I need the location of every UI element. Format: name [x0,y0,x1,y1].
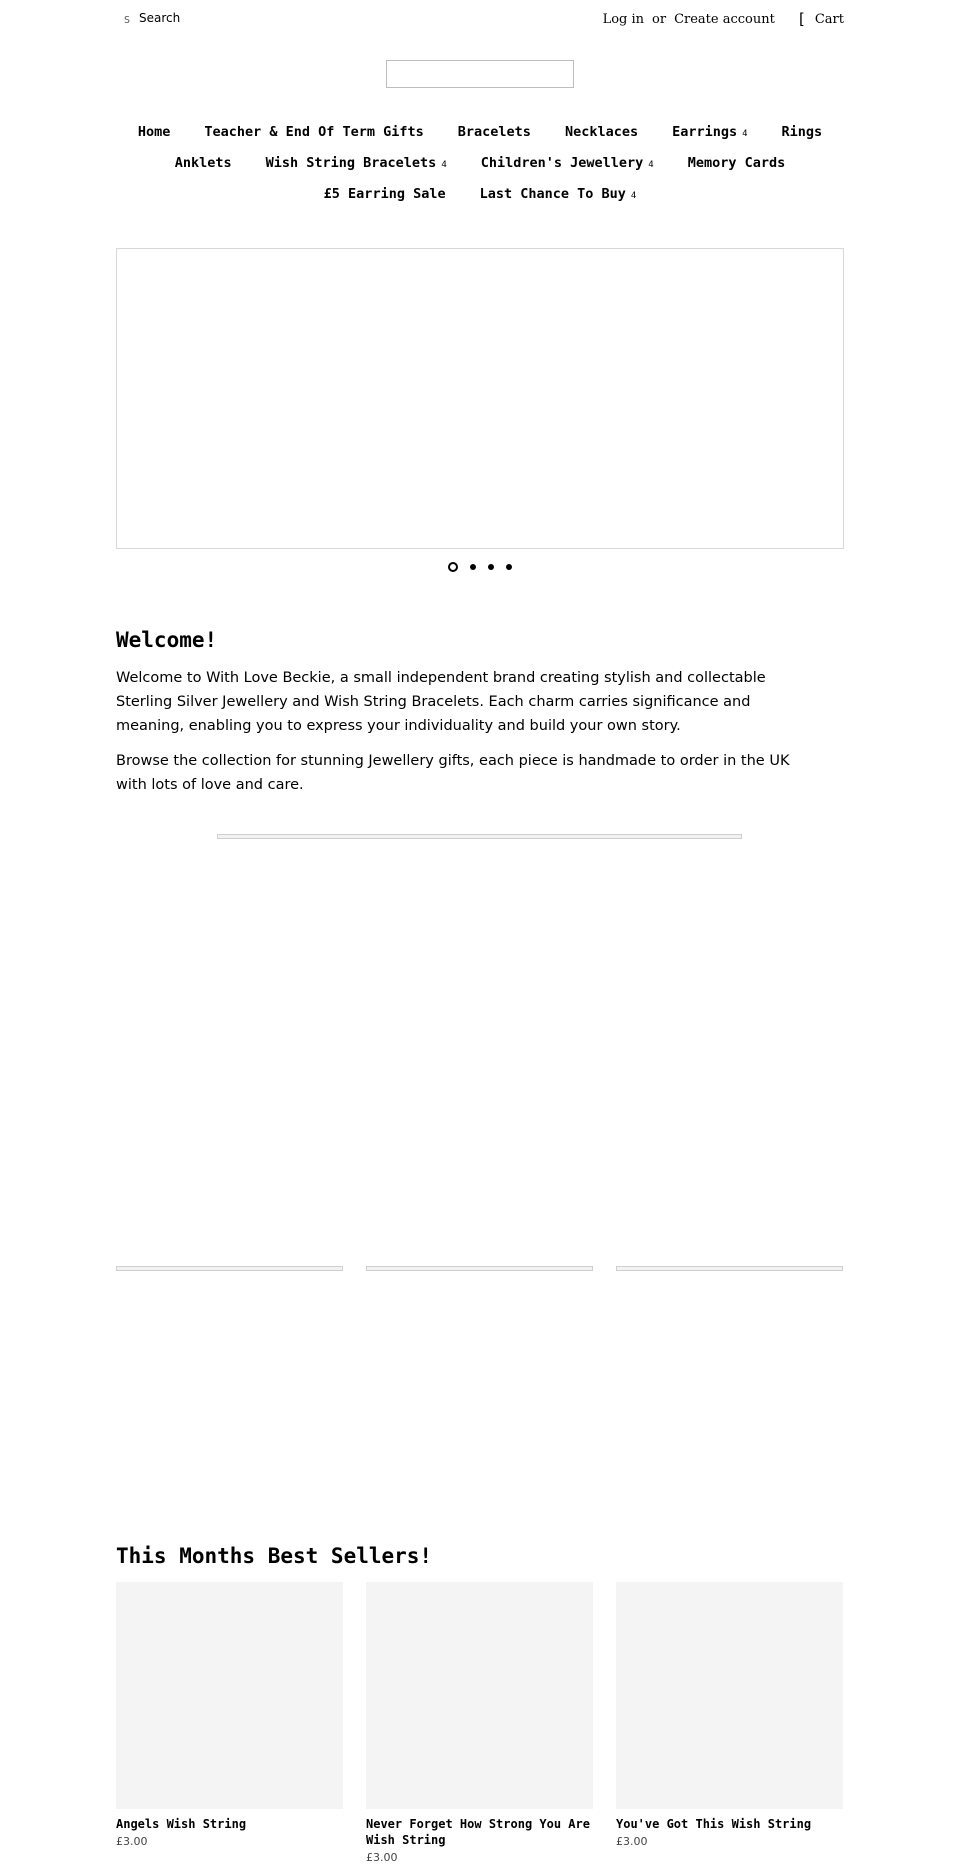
nav-item-label: Children's Jewellery [480,154,644,171]
product-card[interactable] [116,1582,343,1848]
nav-item-label: Bracelets [457,123,531,140]
nav-item-label: Earrings [672,123,738,140]
search-form [124,10,259,26]
nav-row [116,116,844,147]
nav-item-label: Anklets [174,154,232,171]
nav-item-wish-string-bracelets[interactable] [266,155,447,171]
product-price: £3.00 [366,1851,398,1864]
nav-item-label: Teacher & End Of Term Gifts [204,123,424,140]
product-card[interactable] [616,1582,843,1848]
nav-item-label: Home [137,123,171,140]
nav-row [116,147,844,178]
welcome-paragraph: Browse the collection for stunning Jewellery gifts, each piece is handmade to order in the UK with lots of love and care. [116,753,790,793]
or-separator: or [652,11,667,27]
product-name[interactable]: Angels Wish String [116,1817,247,1831]
nav-item-necklaces[interactable] [565,124,638,140]
product-price: £3.00 [616,1835,648,1848]
nav-item-home[interactable] [138,124,171,140]
featured-image[interactable] [217,834,742,839]
welcome-heading: Welcome! [116,628,218,652]
product-image[interactable] [116,1582,343,1809]
product-card[interactable] [366,1582,593,1864]
nav-item-5-earring-sale[interactable] [324,186,446,202]
nav-item-label: Wish String Bracelets [265,154,437,171]
nav-item-memory-cards[interactable] [688,155,786,171]
nav-item-label: Last Chance To Buy [479,185,626,202]
nav-item-label: Rings [781,123,823,140]
nav-item-label: Memory Cards [687,154,786,171]
main-navigation [116,116,844,209]
nav-item-teacher-end-of-term-gifts[interactable] [204,124,423,140]
nav-item-rings[interactable] [782,124,823,140]
slideshow-pagination [0,562,960,572]
slide-dot[interactable] [506,564,512,570]
product-price: £3.00 [116,1835,148,1848]
nav-item-earrings[interactable] [672,124,747,140]
nav-item-label: £5 Earring Sale [323,185,446,202]
nav-item-bracelets[interactable] [458,124,531,140]
login-link[interactable]: Log in [602,11,645,27]
promo-tile-2[interactable] [366,1266,593,1271]
cart-link[interactable]: Cart [814,11,844,27]
nav-row [116,178,844,209]
nav-item-anklets[interactable] [175,155,232,171]
product-name[interactable]: You've Got This Wish String [616,1817,812,1831]
nav-item-last-chance-to-buy[interactable] [480,186,637,202]
promo-tile-1[interactable] [116,1266,343,1271]
account-links [603,10,844,28]
nav-item-label: Necklaces [564,123,639,140]
chevron-down-icon: 4 [441,159,447,170]
search-icon[interactable]: S [124,15,131,26]
best-sellers-heading: This Months Best Sellers! [116,1544,433,1568]
product-image[interactable] [616,1582,843,1809]
top-bar [116,0,844,36]
create-account-link[interactable]: Create account [674,11,775,27]
site-logo[interactable] [386,60,574,88]
welcome-text [116,666,806,808]
hero-slideshow[interactable] [116,248,844,549]
promo-tile-3[interactable] [616,1266,843,1271]
nav-item-children-s-jewellery[interactable] [481,155,654,171]
search-input[interactable] [139,11,259,25]
chevron-down-icon: 4 [630,190,637,201]
product-image[interactable] [366,1582,593,1809]
welcome-paragraph: Welcome to With Love Beckie, a small independent brand creating stylish and collectable Sterling Silver Jewellery and Wish String Bracelets. Each charm carries significance and meaning, enabling you to express your individuality and build your own story. [116,670,766,734]
product-name[interactable]: Never Forget How Strong You Are Wish String [366,1817,590,1847]
slide-dot[interactable] [488,564,494,570]
chevron-down-icon: 4 [648,159,654,170]
slide-dot[interactable] [470,564,476,570]
cart-icon[interactable]: [ [796,10,806,28]
slide-dot[interactable] [448,562,458,572]
chevron-down-icon: 4 [742,128,748,139]
